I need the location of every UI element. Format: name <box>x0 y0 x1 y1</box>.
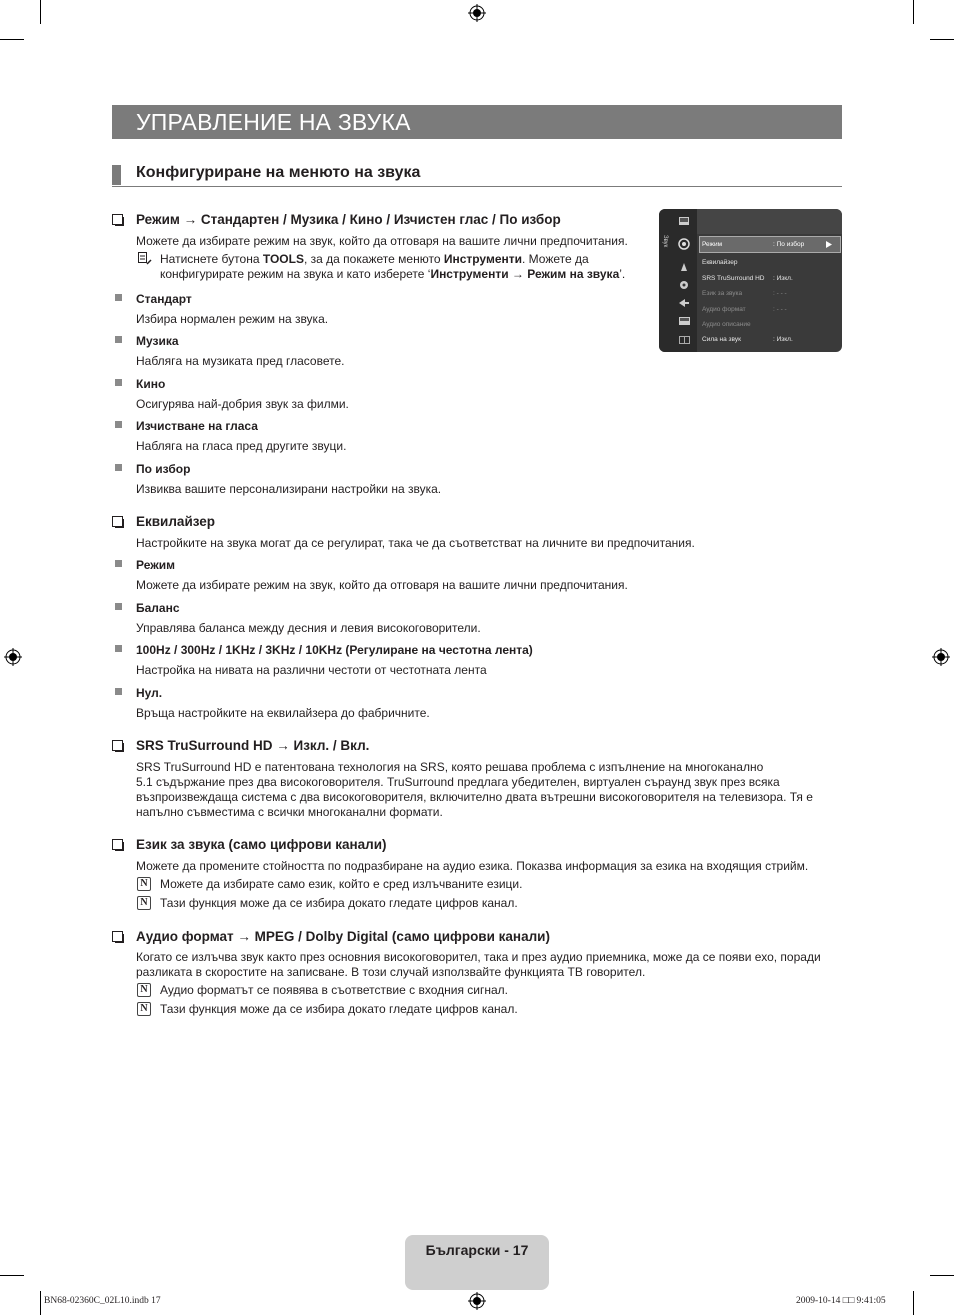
item-name: Нул. <box>136 686 163 700</box>
section-desc-line: Когато се излъчва звук както през основния високоговорител, така и през аудио приемника, може да се появи ехо, поради <box>136 950 821 964</box>
square-bullet-icon <box>115 560 122 567</box>
crop-mark <box>0 1275 24 1276</box>
checkbox-bullet-icon <box>112 516 123 527</box>
section-heading-audio-language: Език за звука (само цифрови канали) <box>136 837 387 852</box>
checkbox-bullet-icon <box>112 214 123 225</box>
section-heading-equalizer: Еквилайзер <box>136 514 216 529</box>
note-text: Можете да избирате само език, който е сред излъчваните езици. <box>160 877 523 891</box>
print-slug-right: 2009-10-14 □□ 9:41:05 <box>796 1296 886 1306</box>
tv-menu-item-label: Аудио формат <box>702 306 746 313</box>
item-desc: Извиква вашите персонализирани настройки на звука. <box>136 482 442 496</box>
note-text: Тази функция може да се избира докато гледате цифров канал. <box>160 896 518 910</box>
crop-mark <box>930 1275 954 1276</box>
tools-note-line2 <box>160 267 625 282</box>
text-run: . Можете да <box>522 252 589 266</box>
section-desc-line: разликата в скоростите на записване. В този случай използвайте функцията ТВ говорител. <box>136 965 646 979</box>
note-text: Тази функция може да се избира докато гледате цифров канал. <box>160 1002 518 1016</box>
item-desc: Наблягa на музиката пред гласовете. <box>136 354 345 368</box>
square-bullet-icon <box>115 464 122 471</box>
tv-menu-item-value: : Изкл. <box>773 336 793 343</box>
square-bullet-icon <box>115 645 122 652</box>
subtitle-marker <box>112 165 121 185</box>
item-name: Кино <box>136 377 166 391</box>
item-desc: Избира нормален режим на звука. <box>136 312 329 326</box>
square-bullet-icon <box>115 379 122 386</box>
square-bullet-icon <box>115 603 122 610</box>
checkbox-bullet-icon <box>112 931 123 942</box>
page-footer-tab <box>405 1235 549 1290</box>
tv-menu-item-value: : Изкл. <box>773 275 793 282</box>
registration-mark-icon <box>468 1292 486 1310</box>
item-name: Музика <box>136 334 179 348</box>
registration-mark-icon <box>4 648 22 666</box>
tools-icon <box>138 252 152 265</box>
note-icon: N <box>137 877 151 891</box>
note-icon: N <box>137 1002 151 1016</box>
section-desc-line: напълно съвместима с всички многоканални формати. <box>136 805 443 819</box>
tv-menu-item-label: Сила на звук <box>702 336 741 343</box>
print-slug-left: BN68-02360C_02L10.indb 17 <box>44 1296 161 1306</box>
section-heading-srs: SRS TruSurround HD → Изкл. / Вкл. <box>136 738 370 753</box>
tv-menu-item-value: : - - - <box>773 306 787 313</box>
checkbox-bullet-icon <box>112 740 123 751</box>
item-name: Изчистване на гласа <box>136 419 258 433</box>
tv-menu-item-label: SRS TruSurround HD <box>702 275 765 282</box>
square-bullet-icon <box>115 336 122 343</box>
section-desc-line: 5.1 съдържание през два високоговорителя. TruSurround предлага убедителен, виртуален съраунд звук през всяка <box>136 775 780 789</box>
title-bar <box>112 105 842 139</box>
text-run: конфигурирате режим на звука и като изберете ‘ <box>160 267 431 281</box>
tv-menu-sidebar <box>659 209 697 352</box>
tv-menu-side-label: Звук <box>662 235 668 248</box>
section-desc-line: възпроизвеждаща система с два високоговорителя, включително двата вътрешни високоговорителя на телевизора. Тя е <box>136 790 813 804</box>
item-desc: Връща настройките на еквилайзера до фабричните. <box>136 706 430 720</box>
registration-mark-icon <box>932 648 950 666</box>
tv-menu-item-value: : - - - <box>773 290 787 297</box>
text-run: , за да покажете менюто <box>303 252 444 266</box>
text-run: TOOLS <box>262 252 304 266</box>
tv-menu-item-label: Еквилайзер <box>702 259 738 266</box>
picture-icon <box>679 217 689 225</box>
section-desc: Настройките на звука могат да се регулират, така че да съответстват на личните ви предпочитания. <box>136 536 695 550</box>
note-icon: N <box>137 983 151 997</box>
section-subtitle: Конфигуриране на менюто на звука <box>136 164 421 181</box>
item-desc: Наблягa на гласа пред другите звуци. <box>136 439 347 453</box>
square-bullet-icon <box>115 421 122 428</box>
section-heading-mode: Режим → Стандартен / Музика / Кино / Изчистен глас / По избор <box>136 212 561 227</box>
square-bullet-icon <box>115 688 122 695</box>
channel-icon <box>680 262 688 272</box>
crop-mark <box>40 1291 41 1315</box>
tv-sound-menu <box>659 209 842 352</box>
item-name: По избор <box>136 462 191 476</box>
section-desc: Можете да избирате режим на звук, който да отговаря на вашите лични предпочитания. <box>136 234 628 248</box>
setup-gear-icon <box>679 280 689 290</box>
section-heading-audio-format: Аудио формат → MPEG / Dolby Digital (само цифрови канали) <box>136 929 550 944</box>
tv-menu-item-value: : По избор <box>773 241 805 248</box>
tv-menu-item-label: Аудио описание <box>702 321 751 328</box>
arrow-right-icon <box>826 241 832 248</box>
item-desc: Настройка на нивата на различни честоти от честотната лента <box>136 663 487 677</box>
crop-mark <box>913 0 914 24</box>
note-text: Аудио форматът се появява в съответствие с входния сигнал. <box>160 983 508 997</box>
tv-menu-item-label: Режим <box>702 241 723 248</box>
tools-note-line1 <box>160 252 589 267</box>
item-desc: Осигурява най-добрия звук за филми. <box>136 397 349 411</box>
section-desc-line: SRS TruSurround HD е патентована технология на SRS, която решава проблема с изпълнение на многоканално <box>136 760 764 774</box>
text-run: Натиснете бутона <box>160 252 263 266</box>
crop-mark <box>40 0 41 24</box>
text-run: ’. <box>619 267 626 281</box>
checkbox-bullet-icon <box>112 839 123 850</box>
sound-icon <box>678 238 690 250</box>
square-bullet-icon <box>115 294 122 301</box>
item-name: Баланс <box>136 601 180 615</box>
item-desc: Можете да избирате режим на звук, който да отговаря на вашите лични предпочитания. <box>136 578 628 592</box>
text-run: Инструменти <box>443 252 522 266</box>
item-desc: Управлява баланса между десния и левия високоговорители. <box>136 621 481 635</box>
crop-mark <box>930 39 954 40</box>
page-title: УПРАВЛЕНИЕ НА ЗВУКА <box>136 109 411 135</box>
item-name: Режим <box>136 558 175 572</box>
crop-mark <box>913 1291 914 1315</box>
application-icon <box>679 317 690 325</box>
subtitle-divider <box>112 186 842 187</box>
item-name: Стандарт <box>136 292 192 306</box>
registration-mark-icon <box>468 4 486 22</box>
input-icon <box>679 299 689 307</box>
tv-menu-item-label: Език за звука <box>702 290 743 297</box>
section-desc: Можете да промените стойността по подразбиране на аудио езика. Показва информация за езика на входящия стрийм. <box>136 859 809 873</box>
crop-mark <box>0 39 24 40</box>
text-run: Инструменти → Режим на звука <box>430 267 620 281</box>
support-book-icon <box>679 336 690 344</box>
page-number: Български - 17 <box>425 1242 529 1258</box>
note-icon: N <box>137 896 151 910</box>
item-name: 100Hz / 300Hz / 1KHz / 3KHz / 10KHz (Регулиране на честотна лента) <box>136 643 533 657</box>
tv-menu-header <box>697 209 842 234</box>
